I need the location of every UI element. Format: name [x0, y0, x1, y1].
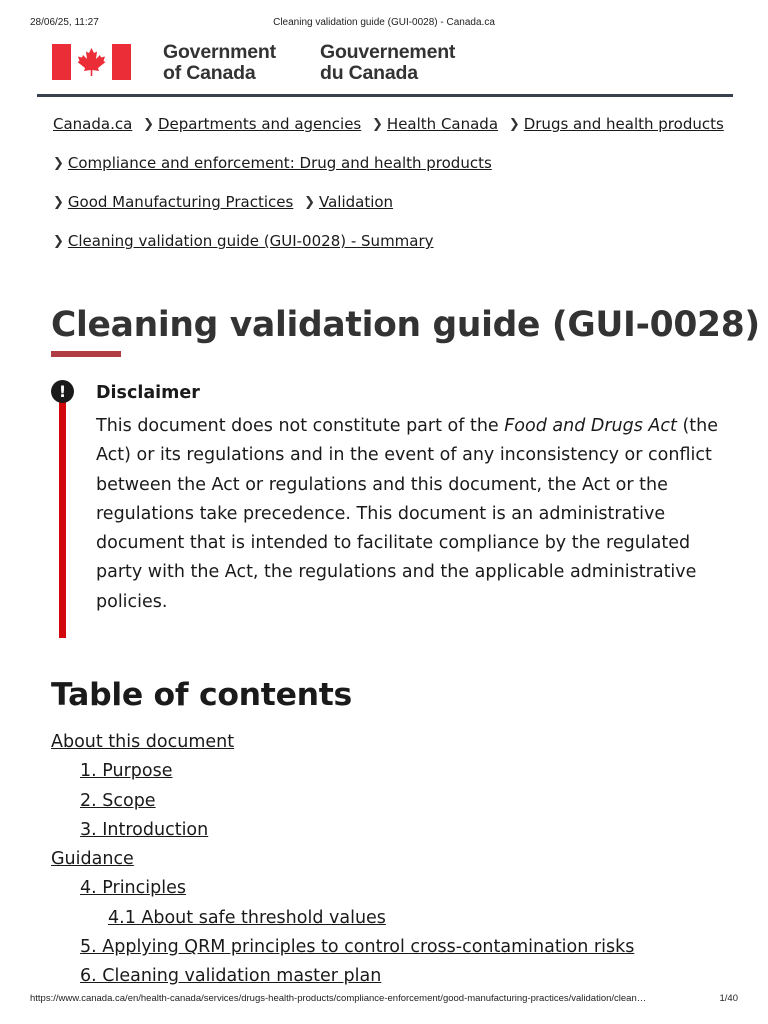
breadcrumb-link-validation[interactable]: Validation — [318, 193, 394, 211]
signature-en-line2: of Canada — [163, 62, 256, 84]
print-page-number: 1/40 — [719, 993, 738, 1004]
print-footer — [30, 993, 738, 1007]
breadcrumb-item — [143, 114, 361, 136]
breadcrumb-item — [53, 231, 434, 253]
disclaimer-act-name: Food and Drugs Act — [504, 416, 677, 436]
breadcrumb-item — [53, 114, 132, 134]
title-underline-bar — [51, 351, 121, 357]
print-url: https://www.canada.ca/en/health-canada/services/drugs-health-products/compliance-enforcement/good-manufacturing-practices/validation/clean… — [30, 993, 647, 1004]
breadcrumb-item — [53, 153, 492, 175]
disclaimer-text — [96, 412, 726, 617]
toc-link-principles[interactable]: 4. Principles — [80, 878, 186, 899]
breadcrumb-link-drugs[interactable]: Drugs and health products — [523, 115, 724, 133]
disclaimer-alert — [59, 384, 729, 638]
disclaimer-title: Disclaimer — [96, 383, 200, 403]
site-header — [37, 42, 733, 97]
exclamation-icon: ! — [51, 380, 74, 403]
chevron-right-icon: ❯ — [53, 234, 64, 249]
breadcrumb-row — [53, 192, 743, 231]
breadcrumb-item — [304, 192, 393, 214]
alert-bar — [59, 390, 66, 638]
toc-item — [51, 728, 741, 757]
toc-item — [51, 845, 741, 874]
toc-link-threshold[interactable]: 4.1 About safe threshold values — [108, 907, 386, 928]
toc-item — [51, 757, 741, 786]
breadcrumb-link-compliance[interactable]: Compliance and enforcement: Drug and health products — [67, 154, 492, 172]
chevron-right-icon: ❯ — [304, 195, 315, 210]
breadcrumb-link-departments[interactable]: Departments and agencies — [157, 115, 362, 133]
toc-item — [51, 933, 741, 962]
chevron-right-icon: ❯ — [143, 117, 154, 132]
disclaimer-text-part: (the Act) or its regulations and in the event of any inconsistency or conflict between the Act or regulations and this document, the Act or the regulations take precedence. This document is an administrative document that is intended to facilitate compliance by the regulated party with the Act, the regulations and the applicable administrative policies. — [96, 416, 719, 612]
toc-link-purpose[interactable]: 1. Purpose — [80, 761, 173, 782]
toc-link-guidance[interactable]: Guidance — [51, 849, 134, 870]
breadcrumb-row — [53, 114, 743, 153]
toc-item — [51, 874, 741, 903]
breadcrumb-item — [53, 192, 293, 214]
signature-en-line1: Government — [163, 41, 276, 63]
page-title: Cleaning validation guide (GUI-0028) — [51, 305, 760, 345]
toc-link-about[interactable]: About this document — [51, 732, 235, 752]
signature-english — [163, 42, 276, 84]
toc-link-master-plan[interactable]: 6. Cleaning validation master plan — [80, 966, 382, 987]
breadcrumb-link-health-canada[interactable]: Health Canada — [386, 115, 499, 133]
chevron-right-icon: ❯ — [508, 117, 520, 132]
signature-french — [320, 42, 455, 84]
breadcrumb-link-canada[interactable]: Canada.ca — [53, 115, 133, 133]
chevron-right-icon: ❯ — [372, 117, 383, 132]
canada-flag-icon[interactable] — [52, 44, 131, 80]
toc-link-introduction[interactable]: 3. Introduction — [80, 819, 209, 840]
toc-link-scope[interactable]: 2. Scope — [80, 790, 156, 811]
print-date: 28/06/25, 11:27 — [30, 17, 99, 28]
toc-heading: Table of contents — [51, 677, 352, 713]
breadcrumb — [53, 114, 743, 270]
disclaimer-text-part: This document does not constitute part of the — [96, 416, 505, 436]
print-header — [30, 17, 738, 31]
breadcrumb-row — [53, 231, 743, 270]
signature-fr-line1: Gouvernement — [320, 41, 456, 63]
toc-item — [51, 962, 741, 991]
breadcrumb-item — [372, 114, 498, 136]
signature-fr-line2: du Canada — [320, 62, 418, 84]
chevron-right-icon: ❯ — [53, 156, 64, 171]
breadcrumb-item — [509, 114, 724, 136]
chevron-right-icon: ❯ — [53, 195, 64, 210]
table-of-contents — [51, 728, 741, 992]
breadcrumb-link-summary[interactable]: Cleaning validation guide (GUI-0028) - Summary — [67, 232, 434, 250]
print-title: Cleaning validation guide (GUI-0028) - Canada.ca — [273, 17, 495, 28]
toc-item — [51, 904, 741, 933]
breadcrumb-row — [53, 153, 743, 192]
toc-item — [51, 787, 741, 816]
toc-link-qrm[interactable]: 5. Applying QRM principles to control cross-contamination risks — [80, 937, 635, 958]
toc-item — [51, 816, 741, 845]
breadcrumb-link-gmp[interactable]: Good Manufacturing Practices — [67, 193, 294, 211]
